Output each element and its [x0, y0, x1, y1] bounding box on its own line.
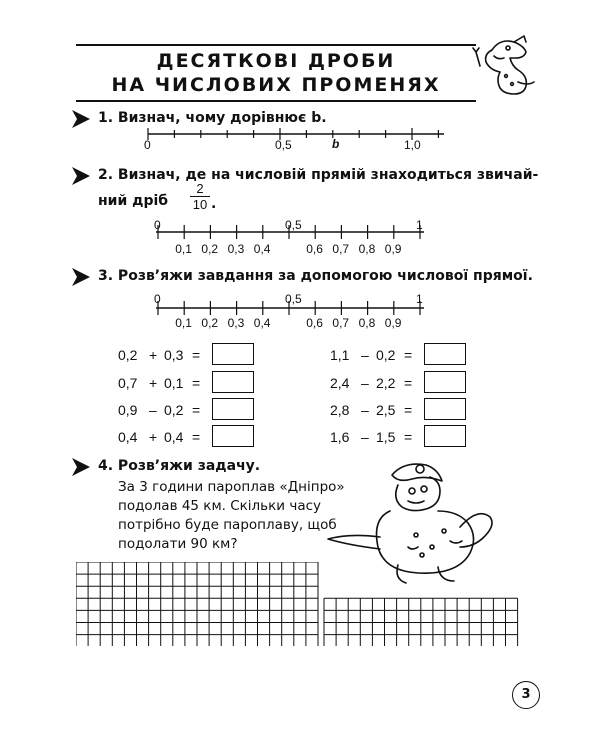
- bottom-label: 0,3: [227, 316, 245, 330]
- bottom-label: 0,7: [332, 242, 350, 256]
- equation-b: 0,3: [164, 347, 184, 363]
- title-rule-bottom: [76, 100, 476, 102]
- bottom-label: 0,9: [384, 316, 402, 330]
- dinosaur-drawing-icon: [470, 30, 542, 102]
- fraction-denominator: 10: [190, 196, 210, 212]
- equation-a: 1,6: [330, 429, 350, 445]
- equation-op: –: [361, 347, 369, 363]
- problem-line-2: подолав 45 км. Скільки часу: [118, 498, 322, 514]
- fraction-numerator: 2: [196, 181, 204, 196]
- number-line-1: [0, 126, 600, 154]
- answer-box[interactable]: [424, 398, 466, 420]
- page-title: [76, 44, 476, 104]
- task-3-text: 3. Розв’яжи завдання за допомогою числової прямої.: [98, 268, 533, 284]
- equation-op: –: [361, 429, 369, 445]
- equation-a: 2,8: [330, 402, 350, 418]
- top-label: 0: [154, 218, 161, 232]
- bottom-label: 0,8: [358, 242, 376, 256]
- equation-eq: =: [192, 402, 201, 418]
- bottom-label: 0,6: [306, 316, 323, 330]
- equation-a: 0,9: [118, 402, 138, 418]
- answer-box[interactable]: [424, 425, 466, 447]
- top-label: 1: [416, 292, 423, 306]
- top-label: 0,5: [285, 292, 302, 306]
- nl1-label-1: 1,0: [404, 138, 421, 152]
- problem-line-1: За 3 години пароплав «Дніпро»: [118, 479, 345, 495]
- answer-box[interactable]: [212, 425, 254, 447]
- bottom-label: 0,8: [358, 316, 376, 330]
- bottom-label: 0,3: [227, 242, 245, 256]
- equation-b: 2,5: [376, 402, 396, 418]
- task-2-text-line-2: ний дріб: [98, 193, 169, 209]
- top-label: 0: [154, 292, 161, 306]
- problem-line-4: подолати 90 км?: [118, 536, 238, 552]
- equation-eq: =: [192, 375, 201, 391]
- equation-eq: =: [404, 429, 413, 445]
- equation-b: 2,2: [376, 375, 396, 391]
- top-label: 0,5: [285, 218, 302, 232]
- equation-b: 0,2: [376, 347, 396, 363]
- answer-box[interactable]: [424, 371, 466, 393]
- equation-op: –: [149, 402, 157, 418]
- equation-b: 0,2: [164, 402, 184, 418]
- equation-a: 0,4: [118, 429, 138, 445]
- equation-a: 2,4: [330, 375, 350, 391]
- page-number: 3: [512, 681, 540, 709]
- equation-op: +: [149, 375, 158, 391]
- equation-op: –: [361, 375, 369, 391]
- arrow-bullet-icon: [70, 456, 92, 478]
- arrow-bullet-icon: [70, 165, 92, 187]
- bottom-label: 0,4: [253, 316, 271, 330]
- bottom-label: 0,2: [201, 242, 219, 256]
- nl1-label-b: b: [332, 137, 340, 151]
- fraction: [190, 181, 210, 212]
- task-4-problem: [118, 478, 345, 554]
- bottom-label: 0,4: [253, 242, 271, 256]
- equation-op: +: [149, 347, 158, 363]
- equation-b: 0,4: [164, 429, 184, 445]
- nl1-label-0: 0: [144, 138, 151, 152]
- equation-eq: =: [404, 402, 413, 418]
- equation-eq: =: [192, 347, 201, 363]
- arrow-bullet-icon: [70, 266, 92, 288]
- title-line-2: НА ЧИСЛОВИХ ПРОМЕНЯХ: [111, 74, 441, 96]
- answer-box[interactable]: [212, 343, 254, 365]
- answer-box[interactable]: [424, 343, 466, 365]
- equation-b: 1,5: [376, 429, 396, 445]
- equation-op: –: [361, 402, 369, 418]
- answer-box[interactable]: [212, 398, 254, 420]
- bottom-label: 0,7: [332, 316, 350, 330]
- equation-eq: =: [404, 347, 413, 363]
- top-label: 1: [416, 218, 423, 232]
- problem-line-3: потрібно буде пароплаву, щоб: [118, 517, 337, 533]
- equation-a: 0,7: [118, 375, 138, 391]
- equation-eq: =: [192, 429, 201, 445]
- equation-op: +: [149, 429, 158, 445]
- answer-grid[interactable]: [76, 562, 526, 646]
- bottom-label: 0,9: [384, 242, 402, 256]
- bottom-label: 0,6: [306, 242, 323, 256]
- title-rule-top: [76, 44, 476, 46]
- bottom-label: 0,1: [175, 242, 192, 256]
- answer-box[interactable]: [212, 371, 254, 393]
- task-1-text: 1. Визнач, чому дорівнює b.: [98, 110, 327, 126]
- equation-a: 1,1: [330, 347, 350, 363]
- equation-b: 0,1: [164, 375, 184, 391]
- task-2-text-line-1: 2. Визнач, де на числовій прямій знаходиться звичай-: [98, 167, 539, 183]
- nl1-label-half: 0,5: [275, 138, 292, 152]
- task-4-text: 4. Розв’яжи задачу.: [98, 458, 261, 474]
- bottom-label: 0,2: [201, 316, 219, 330]
- equation-a: 0,2: [118, 347, 138, 363]
- title-line-1: ДЕСЯТКОВІ ДРОБИ: [156, 50, 396, 72]
- bottom-label: 0,1: [175, 316, 192, 330]
- equation-eq: =: [404, 375, 413, 391]
